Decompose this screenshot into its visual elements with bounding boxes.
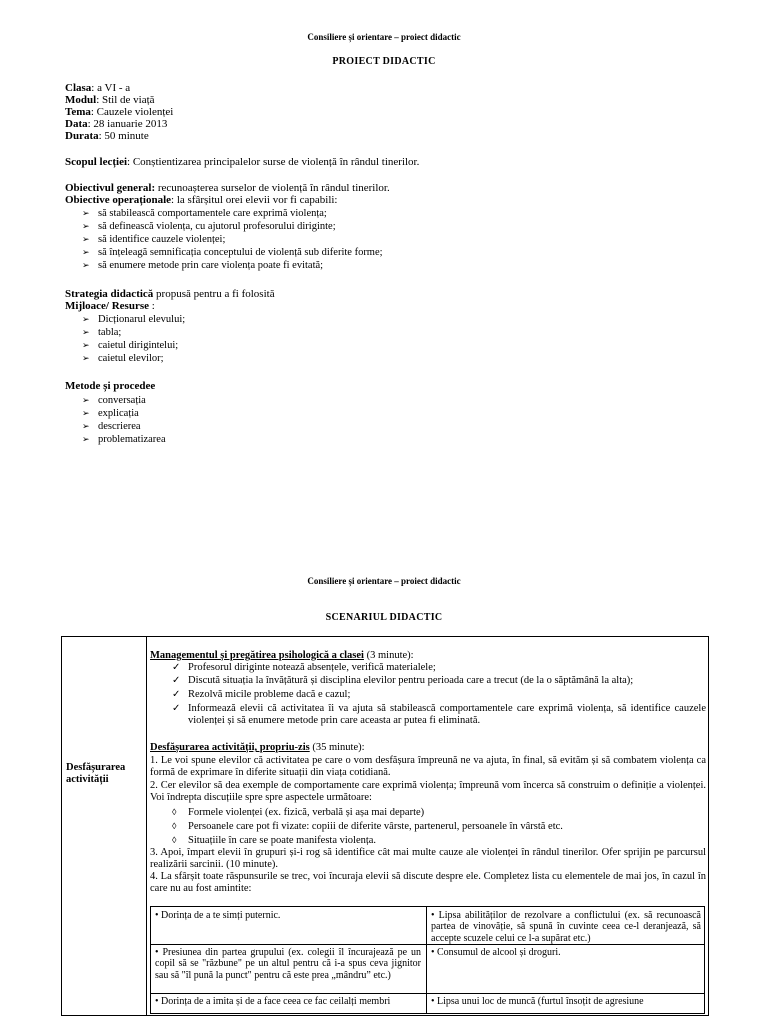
arrow-bullet-icon: ➢ (82, 421, 90, 431)
checkmark-icon: ✓ (172, 675, 181, 686)
paragraph-4: 4. La sfârșit toate răspunsurile se trec, voi încuraja elevii să discute despre ele. Completez lista cu elementele de mai jos, în cazul în care nu au fost amintite: (150, 871, 706, 894)
table-divider (426, 907, 427, 1013)
arrow-bullet-icon: ➢ (82, 314, 90, 324)
info-line: Clasa: a VI - a (65, 82, 131, 94)
list-item: ➢ să enumere metode prin care violența poate fi evitată; (82, 260, 324, 271)
list-item: ➢ problematizarea (82, 434, 166, 445)
diamond-bullet-icon: ◊ (172, 821, 177, 831)
list-item: ◊ Persoanele care pot fi vizate: copiii de diferite vârste, partenerul, persoanele în vârstă etc. (172, 821, 563, 832)
obiective-operationale-line: Obiective operaționale: la sfârșitul orei elevii vor fi capabili: (65, 194, 338, 206)
list-item: ➢ să stabilească comportamentele care exprimă violența; (82, 208, 327, 219)
obiectiv-general-line: Obiectivul general: recunoașterea surselor de violență în rândul tinerilor. (65, 182, 390, 194)
paragraph-3: 3. Apoi, împart elevii în grupuri și-i rog să identifice cât mai multe cauze ale violenței în rândul tinerilor. Ofer sprijin pe parcursul realizării sarcinii. (10 minute). (150, 847, 706, 870)
list-item: ◊ Formele violenței (ex. fizică, verbală și așa mai departe) (172, 807, 425, 818)
arrow-bullet-icon: ➢ (82, 340, 90, 350)
mijloace-heading: Mijloace/ Resurse : (65, 300, 155, 312)
list-item: ➢ tabla; (82, 327, 122, 338)
table-divider (151, 993, 704, 994)
list-item: ◊ Situațiile în care se poate manifesta violența. (172, 835, 377, 846)
list-item: ➢ caietul dirigintelui; (82, 340, 179, 351)
checkmark-icon: ✓ (172, 703, 181, 714)
arrow-bullet-icon: ➢ (82, 395, 90, 405)
table-row-label: Desfășurarea activității (66, 762, 126, 785)
list-item: ➢ caietul elevilor; (82, 353, 164, 364)
info-line: Durata: 50 minute (65, 130, 149, 142)
list-item: ✓ Profesorul diriginte notează absențele, verifică materialele; (172, 662, 436, 673)
arrow-bullet-icon: ➢ (82, 408, 90, 418)
strategia-line: Strategia didactică propusă pentru a fi folosită (65, 288, 275, 300)
list-item: ➢ conversația (82, 395, 146, 406)
info-line: Modul: Stil de viață (65, 94, 155, 106)
desfasurare-heading: Desfășurarea activității, propriu-zis (35 minute): (150, 742, 365, 753)
list-item: ➢ să înțeleagă semnificația conceptului de violență sub diferite forme; (82, 247, 383, 258)
arrow-bullet-icon: ➢ (82, 327, 90, 337)
info-line: Tema: Cauzele violenței (65, 106, 174, 118)
table-divider (146, 637, 147, 1015)
arrow-bullet-icon: ➢ (82, 221, 90, 231)
list-item: ✓ Rezolvă micile probleme dacă e cazul; (172, 689, 351, 700)
table-cell: • Dorința de a imita și de a face ceea ce fac ceilalți membri (155, 996, 391, 1007)
arrow-bullet-icon: ➢ (82, 208, 90, 218)
management-heading: Managementul și pregătirea psihologică a clasei (3 minute): (150, 650, 414, 661)
table-cell: • Presiunea din partea grupului (ex. colegii îl încurajează pe un copil să se "răzbune" pe un altul pentru că i-a spus ceva jignitor sau să "îl pună la punct" pentru că este prea „mândru” etc.) (155, 947, 421, 981)
list-item: ➢ explicația (82, 408, 139, 419)
paragraph-2: 2. Cer elevilor să dea exemple de comportamente care exprimă violența; împreună vom încerca să construim o definiție a violenței. Voi îndrepta discuțiile spre spre aspectele următoare: (150, 780, 706, 803)
arrow-bullet-icon: ➢ (82, 247, 90, 257)
paragraph-1: 1. Le voi spune elevilor că activitatea pe care o vom desfășura împreună ne va ajuta, în final, să evităm și să combatem violența ca formă de exprimare în diferite situații din viața cotidiană. (150, 755, 706, 778)
arrow-bullet-icon: ➢ (82, 234, 90, 244)
table-cell: • Lipsa abilităților de rezolvare a conflictului (ex. să recunoască partea de vinovăție, să spună în cuvinte ceea ce-l deranjează, să accepte scuzele celui ce l-a supărat etc.) (431, 910, 701, 944)
info-line: Data: 28 ianuarie 2013 (65, 118, 168, 130)
arrow-bullet-icon: ➢ (82, 434, 90, 444)
scop-line: Scopul lecției: Conștientizarea principalelor surse de violență în rândul tinerilor. (65, 156, 420, 168)
list-item: ➢ să definească violența, cu ajutorul profesorului diriginte; (82, 221, 336, 232)
table-cell: • Lipsa unui loc de muncă (furtul însoțit de agresiune (431, 996, 644, 1007)
list-item: ➢ descrierea (82, 421, 141, 432)
page-title: PROIECT DIDACTIC (332, 56, 436, 67)
running-header: Consiliere și orientare – proiect didactic (307, 576, 461, 586)
arrow-bullet-icon: ➢ (82, 353, 90, 363)
list-item: ✓ Discută situația la învățătură și disciplina elevilor pentru perioada care a trecut (de la o săptămână la alta); (172, 675, 634, 686)
arrow-bullet-icon: ➢ (82, 260, 90, 270)
table-cell: • Consumul de alcool și droguri. (431, 947, 561, 958)
metode-heading: Metode și procedee (65, 380, 156, 392)
diamond-bullet-icon: ◊ (172, 807, 177, 817)
diamond-bullet-icon: ◊ (172, 835, 177, 845)
section-title: SCENARIUL DIDACTIC (325, 612, 443, 623)
causes-table (150, 906, 705, 1014)
table-cell: • Dorința de a te simți puternic. (155, 910, 281, 921)
running-header: Consiliere și orientare – proiect didactic (307, 32, 461, 42)
checkmark-icon: ✓ (172, 689, 181, 700)
list-item: ➢ să identifice cauzele violenței; (82, 234, 226, 245)
table-divider (151, 944, 704, 945)
checkmark-icon: ✓ (172, 662, 181, 673)
list-item: ➢ Dicționarul elevului; (82, 314, 186, 325)
list-item: ✓ Informează elevii că activitatea îi va ajuta să stabilească comportamentele care exprimă violența, să identifice cauzele violenței și să enumere metode prin care aceasta ar putea fi eliminată. (172, 703, 706, 726)
